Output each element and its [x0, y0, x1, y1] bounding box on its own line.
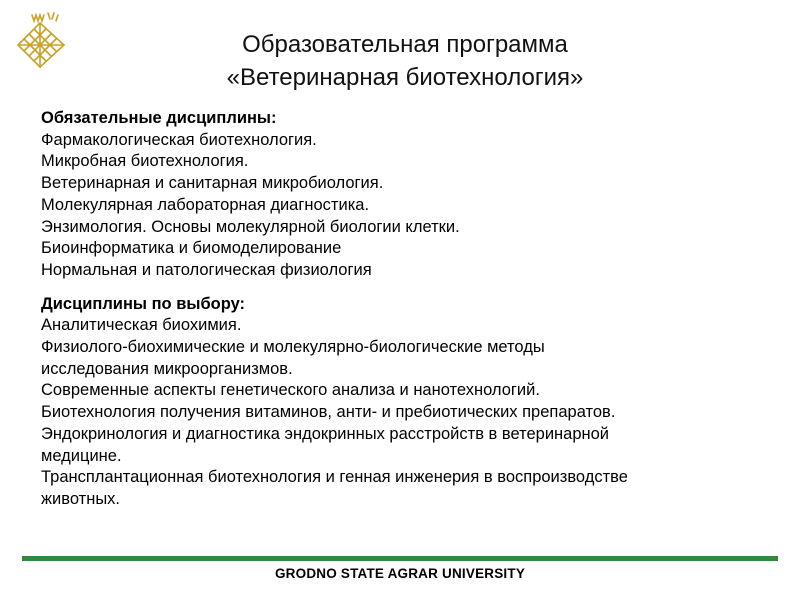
mandatory-item: Микробная биотехнология.: [41, 152, 249, 171]
title-line-1: Образовательная программа: [242, 31, 568, 58]
page-title: [205, 28, 605, 94]
content-body: [41, 108, 761, 511]
elective-line: исследования микроорганизмов.: [41, 359, 293, 378]
title-line-2: «Ветеринарная биотехнология»: [226, 64, 584, 91]
mandatory-item: Биоинформатика и биомоделирование: [41, 239, 342, 258]
footer-divider: [22, 556, 778, 561]
section-gap: [41, 282, 761, 294]
mandatory-heading: Обязательные дисциплины:: [41, 109, 277, 127]
elective-heading: Дисциплины по выбору:: [41, 294, 246, 313]
mandatory-item: Молекулярная лабораторная диагностика.: [41, 195, 370, 214]
footer-university-name: GRODNO STATE AGRAR UNIVERSITY: [274, 566, 526, 581]
mandatory-item: Нормальная и патологическая физиология: [41, 260, 372, 279]
elective-line: Аналитическая биохимия.: [41, 316, 242, 335]
elective-line: медицине.: [41, 446, 122, 465]
elective-line: Трансплантационная биотехнология и генная инженерия в воспроизводстве: [41, 468, 628, 487]
mandatory-item: Фармакологическая биотехнология.: [41, 130, 317, 149]
elective-line: Эндокринология и диагностика эндокринных расстройств в ветеринарной: [41, 424, 610, 443]
mandatory-item: Ветеринарная и санитарная микробиология.: [41, 174, 384, 193]
elective-line: Физиолого-биохимические и молекулярно-биологические методы: [41, 338, 545, 357]
elective-line: Современные аспекты генетического анализа и нанотехнологий.: [41, 381, 540, 400]
elective-line: Биотехнология получения витаминов, анти- и пребиотических препаратов.: [41, 403, 616, 422]
mandatory-item: Энзимология. Основы молекулярной биологии клетки.: [41, 217, 460, 236]
elective-line: животных.: [41, 489, 121, 508]
university-emblem-icon: [10, 9, 74, 71]
